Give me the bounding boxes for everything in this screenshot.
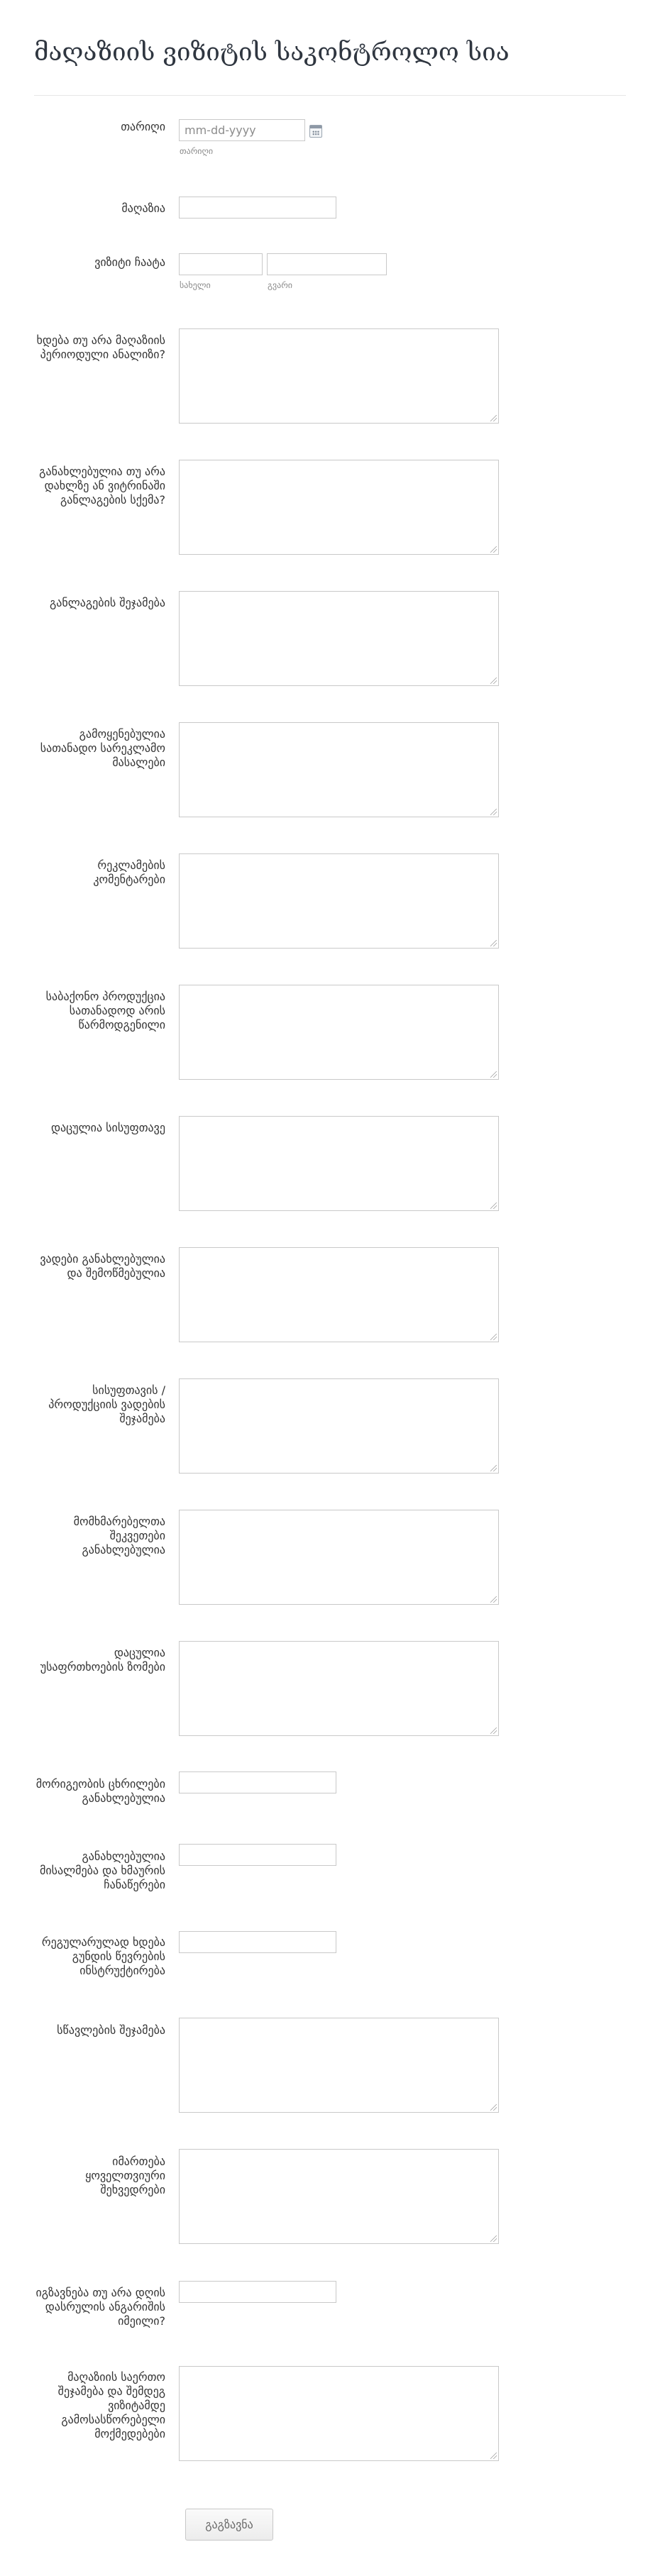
resize-grip-icon[interactable]: [490, 940, 497, 946]
resize-grip-icon[interactable]: [490, 1728, 497, 1734]
date-input[interactable]: mm-dd-yyyy: [179, 119, 305, 141]
layout-notes-label: განლაგების შეჯამება: [49, 596, 165, 609]
date-label: თარიღი: [121, 120, 165, 133]
last-name-input[interactable]: [267, 253, 387, 275]
resize-grip-icon[interactable]: [490, 1465, 497, 1471]
layout-notes-textarea[interactable]: [179, 591, 499, 686]
promo-materials-label: გამოყენებულია სათანადო სარეკლამო მასალები: [40, 727, 165, 769]
title-divider: [34, 95, 626, 96]
customer-service-label: მომხმარებელთა შეკვეთები განახლებულია: [73, 1515, 165, 1557]
customer-service-textarea[interactable]: [179, 1510, 499, 1605]
ad-comments-textarea[interactable]: [179, 853, 499, 949]
first-name-input[interactable]: [179, 253, 263, 275]
resize-grip-icon[interactable]: [490, 546, 497, 553]
store-input[interactable]: [179, 197, 336, 219]
staff-notices-label: განახლებულია მისალმება და ხმაურის ჩანაწერები: [39, 1850, 165, 1891]
submit-button[interactable]: გაგზავნა: [185, 2509, 273, 2541]
last-name-sublabel: გვარი: [268, 280, 292, 290]
resize-grip-icon[interactable]: [490, 678, 497, 684]
resize-grip-icon[interactable]: [490, 1334, 497, 1340]
resize-grip-icon[interactable]: [490, 809, 497, 815]
store-label: მაღაზია: [121, 201, 165, 215]
resize-grip-icon[interactable]: [490, 2235, 497, 2242]
manager-training-input[interactable]: [179, 1931, 336, 1953]
manager-training-label: რეგულარულად ხდება გუნდის წევრების ინსტრუქტირება: [41, 1935, 165, 1977]
end-of-day-report-input[interactable]: [179, 2281, 336, 2303]
form-title: მაღაზიის ვიზიტის საკონტროლო სია: [34, 38, 510, 67]
cleanliness-label: დაცულია სისუფთავე: [50, 1121, 165, 1134]
cleaning-notes-label: სისუფთავის / პროდუქციის ვადების შეჯამება: [48, 1383, 165, 1425]
final-notes-textarea[interactable]: [179, 2366, 499, 2461]
resize-grip-icon[interactable]: [490, 415, 497, 421]
layout-plan-textarea[interactable]: [179, 460, 499, 555]
daily-issues-label: იმართება ყოველთვიური შეხვედრები: [85, 2155, 165, 2196]
resize-grip-icon[interactable]: [490, 1071, 497, 1078]
training-notes-label: სწავლების შეჯამება: [57, 2023, 165, 2037]
resize-grip-icon[interactable]: [490, 2453, 497, 2459]
training-notes-textarea[interactable]: [179, 2018, 499, 2113]
shelves-ok-textarea[interactable]: [179, 1247, 499, 1342]
product-presented-textarea[interactable]: [179, 985, 499, 1080]
staff-notices-input[interactable]: [179, 1844, 336, 1866]
resize-grip-icon[interactable]: [490, 1203, 497, 1209]
first-name-sublabel: სახელი: [180, 280, 211, 290]
product-presented-label: საბაქონო პროდუქცია სათანადოდ არის წარმოდგენილი: [45, 990, 165, 1032]
calendar-icon[interactable]: [309, 125, 322, 138]
fire-exits-label: მორიგეობის ცხრილები განახლებულია: [35, 1777, 165, 1805]
safety-textarea[interactable]: [179, 1641, 499, 1736]
safety-label: დაცულია უსაფრთხოების ზომები: [40, 1646, 165, 1674]
resize-grip-icon[interactable]: [490, 2104, 497, 2111]
promo-materials-textarea[interactable]: [179, 722, 499, 817]
periodic-analysis-label: ხდება თუ არა მაღაზიის პერიოდული ანალიზი?: [36, 333, 165, 361]
cleanliness-textarea[interactable]: [179, 1116, 499, 1211]
visited-by-label: ვიზიტი ჩაატა: [94, 255, 165, 269]
ad-comments-label: რეკლამების კომენტარები: [93, 858, 165, 886]
end-of-day-report-label: იგზავნება თუ არა დღის დასრულის ანგარიშის იმეილი?: [35, 2286, 165, 2328]
fire-exits-input[interactable]: [179, 1771, 336, 1793]
final-notes-label: მაღაზიის საერთო შეჯამება და შემდეგ ვიზიტამდე გამოსასწორებელი მოქმედებები: [57, 2370, 165, 2440]
daily-issues-textarea[interactable]: [179, 2149, 499, 2244]
cleaning-notes-textarea[interactable]: [179, 1378, 499, 1474]
date-sublabel: თარიღი: [180, 146, 214, 156]
periodic-analysis-textarea[interactable]: [179, 328, 499, 424]
layout-plan-label: განახლებულია თუ არა დახლზე ან ვიტრინაში განლაგების სქემა?: [39, 465, 165, 507]
shelves-ok-label: ვადები განახლებულია და შემოწმებულია: [40, 1252, 165, 1280]
resize-grip-icon[interactable]: [490, 1596, 497, 1603]
